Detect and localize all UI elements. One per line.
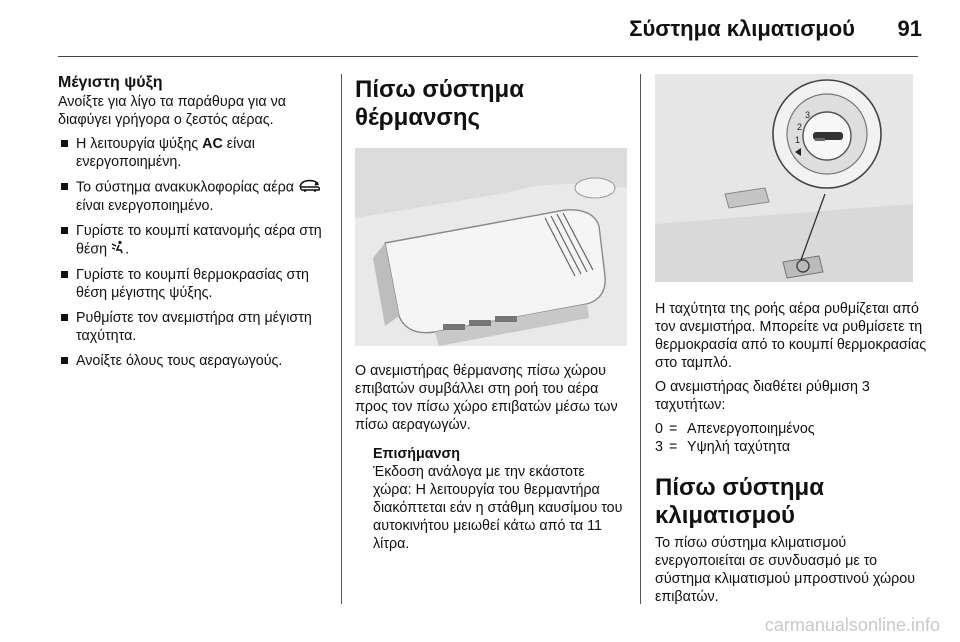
- list-item: [58, 266, 323, 302]
- bullet-square: [61, 357, 68, 364]
- column-rear-fan: [655, 74, 927, 606]
- legend-row: [655, 420, 927, 438]
- page-number: 91: [897, 16, 922, 41]
- rear-fan-control-illustration: [655, 74, 913, 282]
- note-body: Έκδοση ανάλογα με την εκάστοτε χώρα: Η λειτουργία του θερμαντήρα διακόπτεται εάν η στάθμη καυσίμου του αυτοκινήτου μειωθεί κάτω από τα 11 λίτρα.: [373, 464, 623, 552]
- watermark: carmanualsonline.info: [764, 615, 940, 635]
- max-cooling-intro: Ανοίξτε για λίγο τα παράθυρα για να διαφύγει γρήγορα ο ζεστός αέρας.: [58, 94, 287, 128]
- air-distribution-icon: [111, 240, 125, 259]
- column-rear-heating: [355, 76, 625, 553]
- bullet-text: Η λειτουργία ψύξης: [76, 136, 203, 152]
- page-header: [0, 0, 960, 60]
- rear-ac-body: Το πίσω σύστημα κλιματισμού ενεργοποιείται σε συνδυασμό με το σύστημα κλιματισμού μπροστινού χώρου επιβατών.: [655, 535, 916, 605]
- legend-key: 3: [655, 439, 663, 455]
- rear-ac-heading: Πίσω σύστημα κλιματισμού: [655, 474, 824, 529]
- column-divider: [640, 74, 641, 604]
- bullet-text: είναι ενεργοποιημένη.: [76, 136, 255, 170]
- list-item: [58, 135, 323, 171]
- rear-heating-note: [373, 445, 625, 553]
- dial-label: 3: [805, 110, 811, 120]
- legend-eq: =: [669, 439, 678, 455]
- legend-key: 0: [655, 421, 663, 437]
- bullet-square: [61, 271, 68, 278]
- dial-label: 2: [797, 122, 803, 132]
- legend-value: Υψηλή ταχύτητα: [687, 439, 791, 455]
- legend-value: Απενεργοποιημένος: [687, 421, 815, 437]
- dial-label: 1: [795, 135, 801, 145]
- rear-heating-heading: Πίσω σύστημα θέρμανσης: [355, 76, 524, 131]
- bullet-text: Γυρίστε το κουμπί θερμοκρασίας στη θέση μέγιστης ψύξης.: [76, 267, 309, 301]
- bullet-text: Ανοίξτε όλους τους αεραγωγούς.: [76, 353, 283, 369]
- bullet-square: [61, 140, 68, 147]
- bullet-square: [61, 227, 68, 234]
- rear-fan-para2: Ο ανεμιστήρας διαθέτει ρύθμιση 3 ταχυτήτων:: [655, 379, 870, 413]
- ac-label: AC: [202, 136, 223, 152]
- bullet-text: Ρυθμίστε τον ανεμιστήρα στη μέγιστη ταχύτητα.: [76, 310, 312, 344]
- page-header-title: Σύστημα κλιματισμού: [629, 16, 855, 41]
- list-item: [58, 352, 323, 370]
- list-item: [58, 178, 323, 215]
- column-max-cooling: [58, 74, 323, 377]
- bullet-text: Γυρίστε το κουμπί κατανομής αέρα στη θέση: [76, 223, 322, 258]
- legend-eq: =: [669, 421, 678, 437]
- recirculation-icon: [298, 178, 322, 197]
- max-cooling-heading: Μέγιστη ψύξη: [58, 74, 163, 91]
- rear-heating-body: Ο ανεμιστήρας θέρμανσης πίσω χώρου επιβατών συμβάλλει στη ροή του αέρα προς τον πίσω χώρο επιβατών μέσω των πίσω αεραγωγών.: [355, 363, 618, 433]
- list-item: [58, 309, 323, 345]
- max-cooling-list: [58, 135, 323, 370]
- header-divider: [58, 56, 918, 57]
- bullet-text: .: [125, 241, 130, 258]
- rear-fan-para1: Η ταχύτητα της ροής αέρα ρυθμίζεται από τον ανεμιστήρα. Μπορείτε να ρυθμίσετε τη θερμοκρασία από το κουμπί θερμοκρασίας στο ταμπλό.: [655, 301, 927, 371]
- bullet-text: Το σύστημα ανακυκλοφορίας αέρα: [76, 179, 298, 196]
- fan-speed-legend: [655, 420, 927, 456]
- bullet-square: [61, 183, 68, 190]
- bullet-text: είναι ενεργοποιημένο.: [76, 198, 214, 214]
- bullet-square: [61, 314, 68, 321]
- note-title: Επισήμανση: [373, 446, 460, 462]
- list-item: [58, 222, 323, 259]
- legend-row: [655, 438, 927, 456]
- column-divider: [341, 74, 342, 604]
- rear-heater-vent-illustration: [355, 148, 627, 346]
